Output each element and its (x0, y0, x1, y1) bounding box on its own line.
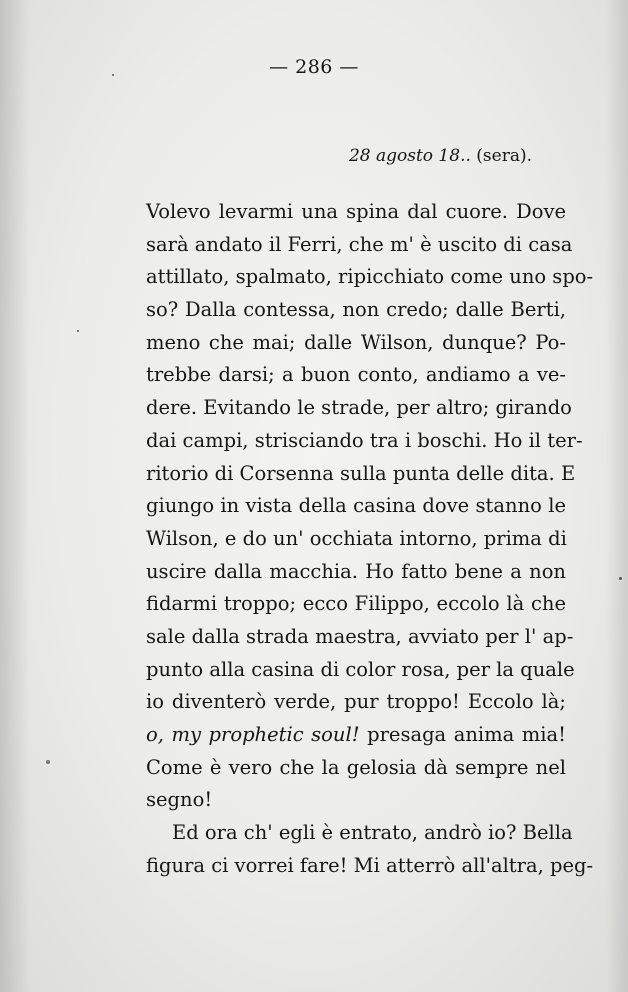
print-speck (46, 760, 50, 764)
text-line (146, 621, 574, 654)
entry-date: 28 agosto 18.. (348, 146, 471, 166)
text-segment: io diventerò verde, pur troppo! Eccolo là; (146, 690, 566, 714)
text-segment: attillato, spalmato, ripicchiato come uno spo- (146, 265, 594, 289)
text-segment: Ed ora ch' egli è entrato, andrò io? Bella (172, 821, 573, 845)
text-line (146, 359, 566, 392)
text-line (146, 229, 573, 262)
text-line (146, 392, 572, 425)
text-line (146, 719, 566, 752)
text-line (146, 261, 594, 294)
text-line (146, 752, 566, 785)
print-speck (112, 74, 114, 76)
text-line (146, 458, 576, 491)
text-line (146, 523, 566, 556)
text-segment: fidarmi troppo; ecco Filippo, eccolo là che (146, 592, 566, 616)
entry-time: (sera). (476, 146, 532, 166)
text-line (146, 490, 566, 523)
text-line (146, 327, 566, 360)
text-segment: segno! (146, 788, 213, 812)
text-segment: trebbe darsi; a buon conto, andiamo a ve- (146, 363, 566, 387)
page-number: — 286 — (269, 56, 359, 78)
text-line (146, 425, 583, 458)
page-edge-shadow-left (0, 0, 30, 992)
text-segment: dere. Evitando le strade, per altro; girando (146, 396, 572, 420)
body-text (146, 196, 594, 882)
text-segment: meno che mai; dalle Wilson, dunque? Po- (146, 330, 566, 354)
text-line (146, 654, 575, 687)
text-segment: ritorio di Corsenna sulla punta delle dita. E (146, 461, 576, 485)
text-line (146, 294, 566, 327)
text-segment: so? Dalla contessa, non credo; dalle Berti, (146, 298, 566, 322)
text-line (146, 784, 566, 817)
text-line (146, 196, 566, 229)
text-segment: punto alla casina di color rosa, per la quale (146, 657, 575, 681)
print-speck (77, 330, 79, 332)
text-segment: Volevo levarmi una spina dal cuore. Dove (146, 200, 566, 223)
text-segment: Come è vero che la gelosia dà sempre nel (146, 755, 566, 779)
text-line (146, 556, 566, 589)
text-segment: presaga anima mia! (359, 723, 566, 746)
italic-text: o, my prophetic soul! (146, 723, 360, 746)
text-segment: giungo in vista della casina dove stanno le (146, 494, 566, 518)
text-line (146, 850, 594, 883)
text-segment: dai campi, strisciando tra i boschi. Ho il ter- (146, 428, 583, 452)
text-line (146, 817, 573, 850)
text-segment: sarà andato il Ferri, che m' è uscito di casa (146, 232, 573, 256)
text-segment: Wilson, e do un' occhiata intorno, prima di (146, 526, 567, 550)
text-segment: sale dalla strada maestra, avviato per l' ap- (146, 624, 574, 648)
text-line (146, 588, 566, 621)
text-segment: uscire dalla macchia. Ho fatto bene a non (146, 559, 566, 583)
date-line (349, 146, 532, 166)
page-edge-shadow-right (606, 0, 628, 992)
text-segment: figura ci vorrei fare! Mi atterrò all'altra, peg- (146, 853, 594, 877)
print-speck (619, 577, 622, 580)
text-line (146, 686, 566, 719)
